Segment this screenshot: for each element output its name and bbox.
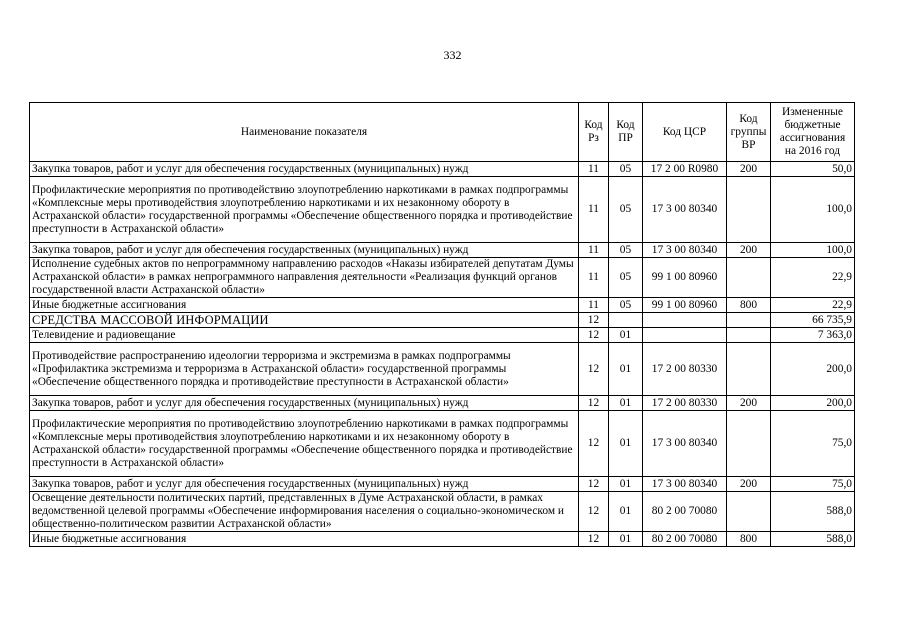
row-pr: 05 [609,162,643,177]
row-csr: 80 2 00 70080 [643,532,727,547]
row-csr: 99 1 00 80960 [643,258,727,298]
row-rz: 12 [579,532,609,547]
row-vr: 200 [727,243,771,258]
table-row [30,328,855,343]
row-vr [727,411,771,477]
row-vr [727,328,771,343]
header-rz: Код Рз [579,103,609,162]
row-vr [727,258,771,298]
row-csr [643,328,727,343]
row-name: Закупка товаров, работ и услуг для обеспечения государственных (муниципальных) нужд [30,396,579,411]
row-pr: 01 [609,411,643,477]
row-name: СРЕДСТВА МАССОВОЙ ИНФОРМАЦИИ [30,313,579,328]
row-vr [727,492,771,532]
row-vr [727,177,771,243]
row-amount: 66 735,9 [771,313,855,328]
page-number: 332 [443,48,462,62]
row-name: Иные бюджетные ассигнования [30,532,579,547]
row-csr: 17 3 00 80340 [643,243,727,258]
row-name: Освещение деятельности политических партий, представленных в Думе Астраханской области, в рамках ведомственной целевой программы «Обеспечение информирования населения о социально-экономическом и общественно-политическом развитии Астраханской области» [30,492,579,532]
row-vr [727,313,771,328]
table-header-row [30,103,855,162]
row-rz: 11 [579,162,609,177]
row-amount: 7 363,0 [771,328,855,343]
budget-table [29,102,855,547]
table-row [30,258,855,298]
row-amount: 75,0 [771,477,855,492]
row-pr: 05 [609,258,643,298]
row-amount: 22,9 [771,298,855,313]
row-pr: 05 [609,177,643,243]
row-rz: 12 [579,411,609,477]
row-pr: 01 [609,477,643,492]
header-csr: Код ЦСР [643,103,727,162]
row-pr: 01 [609,343,643,396]
row-amount: 100,0 [771,177,855,243]
row-csr: 17 3 00 80340 [643,411,727,477]
row-pr: 01 [609,492,643,532]
row-amount: 200,0 [771,396,855,411]
header-name: Наименование показателя [30,103,579,162]
row-vr: 200 [727,477,771,492]
row-rz: 11 [579,298,609,313]
row-rz: 12 [579,492,609,532]
row-pr [609,313,643,328]
row-vr: 800 [727,532,771,547]
row-csr: 17 3 00 80340 [643,477,727,492]
row-rz: 11 [579,258,609,298]
row-amount: 50,0 [771,162,855,177]
table-row [30,532,855,547]
row-vr: 200 [727,162,771,177]
table-row [30,396,855,411]
row-amount: 75,0 [771,411,855,477]
row-csr: 80 2 00 70080 [643,492,727,532]
header-amount: Измененные бюджетные ассигнования на 2016 год [771,103,855,162]
row-name: Телевидение и радиовещание [30,328,579,343]
row-vr: 200 [727,396,771,411]
row-name: Закупка товаров, работ и услуг для обеспечения государственных (муниципальных) нужд [30,162,579,177]
row-pr: 05 [609,243,643,258]
row-amount: 100,0 [771,243,855,258]
table-row [30,243,855,258]
row-pr: 01 [609,396,643,411]
table-row [30,411,855,477]
header-pr: Код ПР [609,103,643,162]
row-rz: 11 [579,177,609,243]
row-vr [727,343,771,396]
row-rz: 11 [579,243,609,258]
row-rz: 12 [579,396,609,411]
row-rz: 12 [579,328,609,343]
header-vr: Код группы ВР [727,103,771,162]
row-pr: 01 [609,328,643,343]
row-csr: 99 1 00 80960 [643,298,727,313]
row-amount: 22,9 [771,258,855,298]
table-row [30,298,855,313]
row-amount: 588,0 [771,492,855,532]
row-csr: 17 3 00 80340 [643,177,727,243]
table-row [30,162,855,177]
table-row [30,313,855,328]
row-amount: 200,0 [771,343,855,396]
table-row [30,492,855,532]
row-rz: 12 [579,477,609,492]
row-name: Профилактические мероприятия по противодействию злоупотреблению наркотиками в рамках подпрограммы «Комплексные меры противодействия злоупотреблению наркотиками и их незаконному обороту в Астраханской области» государственной программы «Обеспечение общественного порядка и противодействие преступности в Астраханской области» [30,177,579,243]
row-csr: 17 2 00 80330 [643,396,727,411]
row-csr: 17 2 00 R0980 [643,162,727,177]
table-row [30,343,855,396]
row-rz: 12 [579,313,609,328]
row-amount: 588,0 [771,532,855,547]
row-name: Закупка товаров, работ и услуг для обеспечения государственных (муниципальных) нужд [30,477,579,492]
row-pr: 05 [609,298,643,313]
row-vr: 800 [727,298,771,313]
row-name: Исполнение судебных актов по непрограммному направлению расходов «Наказы избирателей депутатам Думы Астраханской области» в рамках непрограммного направления деятельности «Реализация функций органов государственной власти Астраханской области» [30,258,579,298]
table-row [30,477,855,492]
row-name: Закупка товаров, работ и услуг для обеспечения государственных (муниципальных) нужд [30,243,579,258]
row-name: Противодействие распространению идеологии терроризма и экстремизма в рамках подпрограммы «Профилактика экстремизма и терроризма в Астраханской области» государственной программы «Обеспечение общественного порядка и противодействие преступности в Астраханской области» [30,343,579,396]
row-csr [643,313,727,328]
row-pr: 01 [609,532,643,547]
row-rz: 12 [579,343,609,396]
row-name: Иные бюджетные ассигнования [30,298,579,313]
row-csr: 17 2 00 80330 [643,343,727,396]
row-name: Профилактические мероприятия по противодействию злоупотреблению наркотиками в рамках подпрограммы «Комплексные меры противодействия злоупотреблению наркотиками и их незаконному обороту в Астраханской области» государственной программы «Обеспечение общественного порядка и противодействие преступности в Астраханской области» [30,411,579,477]
table-row [30,177,855,243]
